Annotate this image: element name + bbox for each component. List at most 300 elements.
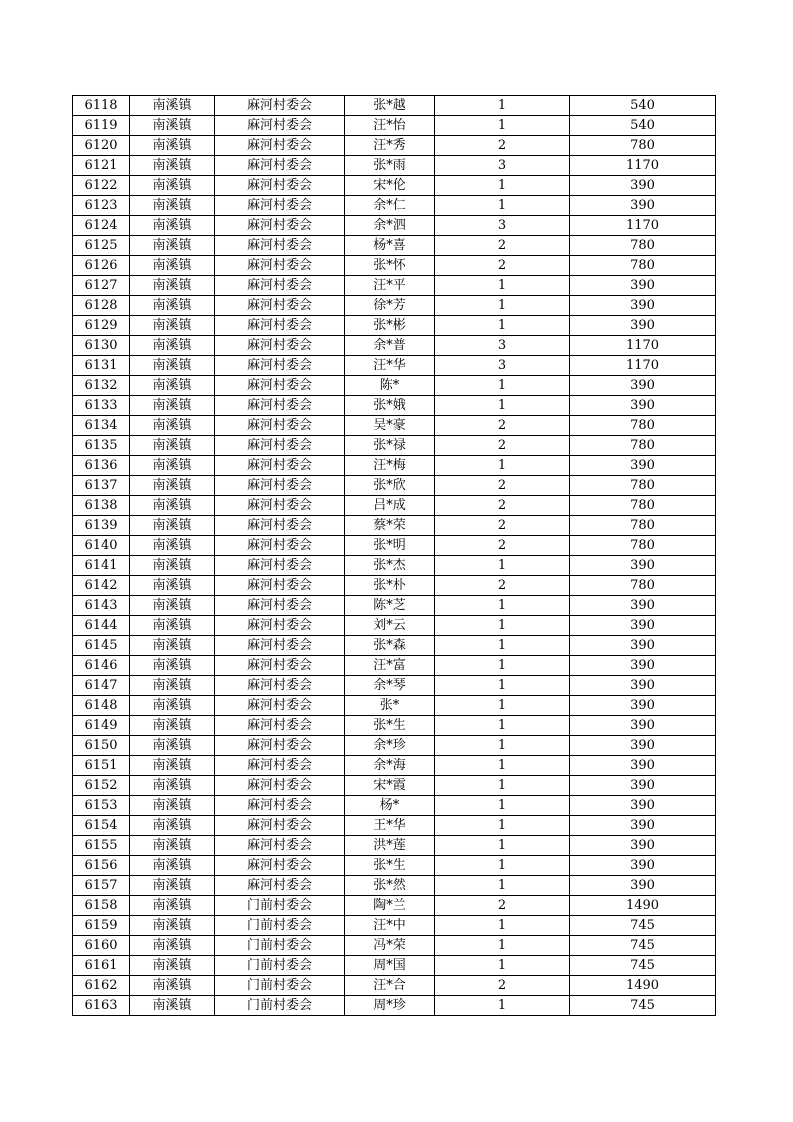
- name-cell: 汪*合: [345, 976, 435, 996]
- row-number-cell: 6157: [73, 876, 130, 896]
- town-cell: 南溪镇: [130, 796, 215, 816]
- village-committee-cell: 麻河村委会: [215, 256, 345, 276]
- household-count-cell: 1: [435, 556, 570, 576]
- town-cell: 南溪镇: [130, 876, 215, 896]
- amount-cell: 390: [570, 376, 716, 396]
- village-committee-cell: 门前村委会: [215, 896, 345, 916]
- amount-cell: 390: [570, 656, 716, 676]
- name-cell: 张*杰: [345, 556, 435, 576]
- village-committee-cell: 门前村委会: [215, 996, 345, 1016]
- name-cell: 张*朴: [345, 576, 435, 596]
- name-cell: 张*森: [345, 636, 435, 656]
- town-cell: 南溪镇: [130, 356, 215, 376]
- row-number-cell: 6145: [73, 636, 130, 656]
- town-cell: 南溪镇: [130, 816, 215, 836]
- household-count-cell: 1: [435, 296, 570, 316]
- village-committee-cell: 麻河村委会: [215, 616, 345, 636]
- amount-cell: 745: [570, 956, 716, 976]
- row-number-cell: 6154: [73, 816, 130, 836]
- row-number-cell: 6146: [73, 656, 130, 676]
- village-committee-cell: 麻河村委会: [215, 116, 345, 136]
- village-committee-cell: 麻河村委会: [215, 576, 345, 596]
- table-row: [73, 996, 716, 1016]
- town-cell: 南溪镇: [130, 616, 215, 636]
- amount-cell: 390: [570, 776, 716, 796]
- row-number-cell: 6147: [73, 676, 130, 696]
- village-committee-cell: 麻河村委会: [215, 236, 345, 256]
- town-cell: 南溪镇: [130, 656, 215, 676]
- row-number-cell: 6163: [73, 996, 130, 1016]
- name-cell: 冯*荣: [345, 936, 435, 956]
- household-count-cell: 1: [435, 456, 570, 476]
- village-committee-cell: 麻河村委会: [215, 336, 345, 356]
- village-committee-cell: 麻河村委会: [215, 276, 345, 296]
- table-row: [73, 696, 716, 716]
- village-committee-cell: 麻河村委会: [215, 636, 345, 656]
- town-cell: 南溪镇: [130, 276, 215, 296]
- household-count-cell: 2: [435, 416, 570, 436]
- household-count-cell: 1: [435, 816, 570, 836]
- name-cell: 张*怀: [345, 256, 435, 276]
- amount-cell: 390: [570, 276, 716, 296]
- table-row: [73, 456, 716, 476]
- row-number-cell: 6120: [73, 136, 130, 156]
- household-count-cell: 1: [435, 116, 570, 136]
- village-committee-cell: 麻河村委会: [215, 516, 345, 536]
- amount-cell: 390: [570, 456, 716, 476]
- row-number-cell: 6131: [73, 356, 130, 376]
- town-cell: 南溪镇: [130, 296, 215, 316]
- household-count-cell: 2: [435, 476, 570, 496]
- household-count-cell: 1: [435, 796, 570, 816]
- household-count-cell: 1: [435, 996, 570, 1016]
- village-committee-cell: 麻河村委会: [215, 556, 345, 576]
- name-cell: 汪*怡: [345, 116, 435, 136]
- village-committee-cell: 麻河村委会: [215, 296, 345, 316]
- row-number-cell: 6144: [73, 616, 130, 636]
- table-row: [73, 136, 716, 156]
- row-number-cell: 6141: [73, 556, 130, 576]
- amount-cell: 390: [570, 876, 716, 896]
- row-number-cell: 6152: [73, 776, 130, 796]
- amount-cell: 390: [570, 616, 716, 636]
- row-number-cell: 6126: [73, 256, 130, 276]
- name-cell: 余*泗: [345, 216, 435, 236]
- name-cell: 张*娥: [345, 396, 435, 416]
- village-committee-cell: 麻河村委会: [215, 496, 345, 516]
- town-cell: 南溪镇: [130, 316, 215, 336]
- name-cell: 余*琴: [345, 676, 435, 696]
- table-row: [73, 536, 716, 556]
- amount-cell: 780: [570, 516, 716, 536]
- name-cell: 汪*平: [345, 276, 435, 296]
- village-committee-cell: 麻河村委会: [215, 396, 345, 416]
- town-cell: 南溪镇: [130, 176, 215, 196]
- table-row: [73, 596, 716, 616]
- village-committee-cell: 麻河村委会: [215, 476, 345, 496]
- household-count-cell: 1: [435, 636, 570, 656]
- name-cell: 汪*华: [345, 356, 435, 376]
- table-row: [73, 356, 716, 376]
- amount-cell: 390: [570, 816, 716, 836]
- name-cell: 陈*: [345, 376, 435, 396]
- household-count-cell: 1: [435, 876, 570, 896]
- table-row: [73, 496, 716, 516]
- amount-cell: 390: [570, 636, 716, 656]
- name-cell: 洪*莲: [345, 836, 435, 856]
- household-count-cell: 1: [435, 396, 570, 416]
- table-row: [73, 196, 716, 216]
- name-cell: 张*雨: [345, 156, 435, 176]
- row-number-cell: 6138: [73, 496, 130, 516]
- town-cell: 南溪镇: [130, 576, 215, 596]
- name-cell: 余*普: [345, 336, 435, 356]
- town-cell: 南溪镇: [130, 636, 215, 656]
- town-cell: 南溪镇: [130, 736, 215, 756]
- name-cell: 刘*云: [345, 616, 435, 636]
- name-cell: 余*珍: [345, 736, 435, 756]
- table-row: [73, 856, 716, 876]
- village-committee-cell: 麻河村委会: [215, 836, 345, 856]
- amount-cell: 390: [570, 736, 716, 756]
- name-cell: 张*然: [345, 876, 435, 896]
- row-number-cell: 6142: [73, 576, 130, 596]
- row-number-cell: 6156: [73, 856, 130, 876]
- name-cell: 徐*芳: [345, 296, 435, 316]
- amount-cell: 390: [570, 676, 716, 696]
- household-count-cell: 2: [435, 576, 570, 596]
- household-count-cell: 1: [435, 856, 570, 876]
- table-row: [73, 936, 716, 956]
- amount-cell: 780: [570, 496, 716, 516]
- village-committee-cell: 麻河村委会: [215, 696, 345, 716]
- amount-cell: 780: [570, 536, 716, 556]
- village-committee-cell: 麻河村委会: [215, 816, 345, 836]
- row-number-cell: 6129: [73, 316, 130, 336]
- name-cell: 陶*兰: [345, 896, 435, 916]
- town-cell: 南溪镇: [130, 896, 215, 916]
- name-cell: 汪*富: [345, 656, 435, 676]
- village-committee-cell: 麻河村委会: [215, 156, 345, 176]
- row-number-cell: 6119: [73, 116, 130, 136]
- household-count-cell: 1: [435, 96, 570, 116]
- household-count-cell: 1: [435, 676, 570, 696]
- village-committee-cell: 门前村委会: [215, 976, 345, 996]
- table-row: [73, 296, 716, 316]
- amount-cell: 390: [570, 316, 716, 336]
- row-number-cell: 6162: [73, 976, 130, 996]
- town-cell: 南溪镇: [130, 476, 215, 496]
- household-count-cell: 1: [435, 656, 570, 676]
- table-row: [73, 796, 716, 816]
- household-count-cell: 2: [435, 256, 570, 276]
- village-committee-cell: 麻河村委会: [215, 196, 345, 216]
- row-number-cell: 6135: [73, 436, 130, 456]
- table-row: [73, 156, 716, 176]
- amount-cell: 780: [570, 436, 716, 456]
- town-cell: 南溪镇: [130, 996, 215, 1016]
- name-cell: 张*生: [345, 716, 435, 736]
- village-committee-cell: 麻河村委会: [215, 96, 345, 116]
- amount-cell: 390: [570, 836, 716, 856]
- village-committee-cell: 麻河村委会: [215, 656, 345, 676]
- town-cell: 南溪镇: [130, 676, 215, 696]
- table-row: [73, 656, 716, 676]
- household-count-cell: 1: [435, 616, 570, 636]
- town-cell: 南溪镇: [130, 516, 215, 536]
- town-cell: 南溪镇: [130, 916, 215, 936]
- amount-cell: 390: [570, 196, 716, 216]
- row-number-cell: 6159: [73, 916, 130, 936]
- amount-cell: 1170: [570, 156, 716, 176]
- household-count-cell: 1: [435, 276, 570, 296]
- name-cell: 张*明: [345, 536, 435, 556]
- amount-cell: 390: [570, 856, 716, 876]
- amount-cell: 390: [570, 756, 716, 776]
- row-number-cell: 6121: [73, 156, 130, 176]
- village-committee-cell: 麻河村委会: [215, 876, 345, 896]
- table-row: [73, 896, 716, 916]
- row-number-cell: 6134: [73, 416, 130, 436]
- village-committee-cell: 麻河村委会: [215, 436, 345, 456]
- name-cell: 余*海: [345, 756, 435, 776]
- row-number-cell: 6132: [73, 376, 130, 396]
- household-count-cell: 2: [435, 976, 570, 996]
- row-number-cell: 6127: [73, 276, 130, 296]
- table-row: [73, 716, 716, 736]
- household-count-cell: 1: [435, 916, 570, 936]
- table-row: [73, 316, 716, 336]
- village-committee-cell: 门前村委会: [215, 936, 345, 956]
- table-row: [73, 396, 716, 416]
- household-count-cell: 3: [435, 336, 570, 356]
- town-cell: 南溪镇: [130, 956, 215, 976]
- table-row: [73, 616, 716, 636]
- table-row: [73, 436, 716, 456]
- row-number-cell: 6140: [73, 536, 130, 556]
- amount-cell: 540: [570, 96, 716, 116]
- amount-cell: 390: [570, 796, 716, 816]
- name-cell: 汪*中: [345, 916, 435, 936]
- table-row: [73, 636, 716, 656]
- town-cell: 南溪镇: [130, 536, 215, 556]
- row-number-cell: 6133: [73, 396, 130, 416]
- name-cell: 周*珍: [345, 996, 435, 1016]
- household-count-cell: 1: [435, 376, 570, 396]
- town-cell: 南溪镇: [130, 416, 215, 436]
- town-cell: 南溪镇: [130, 456, 215, 476]
- table-row: [73, 736, 716, 756]
- row-number-cell: 6125: [73, 236, 130, 256]
- table-row: [73, 116, 716, 136]
- town-cell: 南溪镇: [130, 756, 215, 776]
- table-row: [73, 676, 716, 696]
- amount-cell: 540: [570, 116, 716, 136]
- name-cell: 张*越: [345, 96, 435, 116]
- household-count-cell: 1: [435, 716, 570, 736]
- town-cell: 南溪镇: [130, 196, 215, 216]
- village-committee-cell: 麻河村委会: [215, 596, 345, 616]
- household-count-cell: 1: [435, 936, 570, 956]
- village-committee-cell: 麻河村委会: [215, 136, 345, 156]
- town-cell: 南溪镇: [130, 436, 215, 456]
- town-cell: 南溪镇: [130, 836, 215, 856]
- household-count-cell: 2: [435, 516, 570, 536]
- table-row: [73, 976, 716, 996]
- name-cell: 吴*豪: [345, 416, 435, 436]
- name-cell: 张*欣: [345, 476, 435, 496]
- town-cell: 南溪镇: [130, 156, 215, 176]
- row-number-cell: 6139: [73, 516, 130, 536]
- amount-cell: 390: [570, 396, 716, 416]
- row-number-cell: 6148: [73, 696, 130, 716]
- name-cell: 张*彬: [345, 316, 435, 336]
- table-row: [73, 556, 716, 576]
- table-row: [73, 376, 716, 396]
- household-count-cell: 1: [435, 596, 570, 616]
- name-cell: 张*生: [345, 856, 435, 876]
- table-row: [73, 956, 716, 976]
- name-cell: 宋*霞: [345, 776, 435, 796]
- table-row: [73, 336, 716, 356]
- amount-cell: 1170: [570, 216, 716, 236]
- village-committee-cell: 门前村委会: [215, 956, 345, 976]
- household-count-cell: 1: [435, 196, 570, 216]
- roster-table-body: [73, 96, 716, 1016]
- name-cell: 张*禄: [345, 436, 435, 456]
- row-number-cell: 6149: [73, 716, 130, 736]
- household-count-cell: 2: [435, 436, 570, 456]
- household-count-cell: 1: [435, 836, 570, 856]
- amount-cell: 390: [570, 596, 716, 616]
- amount-cell: 390: [570, 176, 716, 196]
- amount-cell: 1170: [570, 356, 716, 376]
- village-committee-cell: 麻河村委会: [215, 456, 345, 476]
- town-cell: 南溪镇: [130, 96, 215, 116]
- household-count-cell: 2: [435, 236, 570, 256]
- town-cell: 南溪镇: [130, 716, 215, 736]
- row-number-cell: 6136: [73, 456, 130, 476]
- table-row: [73, 216, 716, 236]
- name-cell: 杨*喜: [345, 236, 435, 256]
- name-cell: 蔡*荣: [345, 516, 435, 536]
- name-cell: 余*仁: [345, 196, 435, 216]
- village-committee-cell: 麻河村委会: [215, 736, 345, 756]
- household-count-cell: 2: [435, 136, 570, 156]
- row-number-cell: 6130: [73, 336, 130, 356]
- row-number-cell: 6151: [73, 756, 130, 776]
- town-cell: 南溪镇: [130, 216, 215, 236]
- town-cell: 南溪镇: [130, 696, 215, 716]
- amount-cell: 1170: [570, 336, 716, 356]
- village-committee-cell: 麻河村委会: [215, 376, 345, 396]
- household-count-cell: 3: [435, 356, 570, 376]
- household-count-cell: 1: [435, 316, 570, 336]
- village-committee-cell: 麻河村委会: [215, 416, 345, 436]
- amount-cell: 745: [570, 916, 716, 936]
- row-number-cell: 6143: [73, 596, 130, 616]
- row-number-cell: 6161: [73, 956, 130, 976]
- village-committee-cell: 麻河村委会: [215, 216, 345, 236]
- name-cell: 陈*芝: [345, 596, 435, 616]
- row-number-cell: 6160: [73, 936, 130, 956]
- household-count-cell: 1: [435, 776, 570, 796]
- village-committee-cell: 麻河村委会: [215, 676, 345, 696]
- name-cell: 吕*成: [345, 496, 435, 516]
- name-cell: 汪*梅: [345, 456, 435, 476]
- table-row: [73, 176, 716, 196]
- table-row: [73, 236, 716, 256]
- household-count-cell: 2: [435, 536, 570, 556]
- town-cell: 南溪镇: [130, 856, 215, 876]
- village-committee-cell: 麻河村委会: [215, 776, 345, 796]
- amount-cell: 390: [570, 696, 716, 716]
- town-cell: 南溪镇: [130, 256, 215, 276]
- amount-cell: 780: [570, 576, 716, 596]
- household-count-cell: 2: [435, 496, 570, 516]
- town-cell: 南溪镇: [130, 376, 215, 396]
- table-row: [73, 916, 716, 936]
- amount-cell: 780: [570, 256, 716, 276]
- household-count-cell: 3: [435, 216, 570, 236]
- amount-cell: 780: [570, 136, 716, 156]
- household-count-cell: 3: [435, 156, 570, 176]
- name-cell: 杨*: [345, 796, 435, 816]
- row-number-cell: 6137: [73, 476, 130, 496]
- name-cell: 周*国: [345, 956, 435, 976]
- amount-cell: 390: [570, 716, 716, 736]
- roster-table: [72, 95, 716, 1016]
- village-committee-cell: 门前村委会: [215, 916, 345, 936]
- amount-cell: 780: [570, 416, 716, 436]
- town-cell: 南溪镇: [130, 336, 215, 356]
- village-committee-cell: 麻河村委会: [215, 316, 345, 336]
- village-committee-cell: 麻河村委会: [215, 856, 345, 876]
- village-committee-cell: 麻河村委会: [215, 716, 345, 736]
- town-cell: 南溪镇: [130, 116, 215, 136]
- table-row: [73, 416, 716, 436]
- table-row: [73, 836, 716, 856]
- table-row: [73, 256, 716, 276]
- amount-cell: 1490: [570, 896, 716, 916]
- amount-cell: 780: [570, 236, 716, 256]
- village-committee-cell: 麻河村委会: [215, 176, 345, 196]
- household-count-cell: 1: [435, 736, 570, 756]
- town-cell: 南溪镇: [130, 236, 215, 256]
- household-count-cell: 1: [435, 956, 570, 976]
- town-cell: 南溪镇: [130, 396, 215, 416]
- amount-cell: 745: [570, 996, 716, 1016]
- row-number-cell: 6123: [73, 196, 130, 216]
- town-cell: 南溪镇: [130, 936, 215, 956]
- row-number-cell: 6158: [73, 896, 130, 916]
- town-cell: 南溪镇: [130, 136, 215, 156]
- amount-cell: 390: [570, 556, 716, 576]
- row-number-cell: 6122: [73, 176, 130, 196]
- table-row: [73, 876, 716, 896]
- row-number-cell: 6150: [73, 736, 130, 756]
- table-row: [73, 576, 716, 596]
- household-count-cell: 1: [435, 696, 570, 716]
- amount-cell: 1490: [570, 976, 716, 996]
- name-cell: 张*: [345, 696, 435, 716]
- amount-cell: 390: [570, 296, 716, 316]
- row-number-cell: 6118: [73, 96, 130, 116]
- village-committee-cell: 麻河村委会: [215, 536, 345, 556]
- row-number-cell: 6153: [73, 796, 130, 816]
- table-row: [73, 756, 716, 776]
- row-number-cell: 6124: [73, 216, 130, 236]
